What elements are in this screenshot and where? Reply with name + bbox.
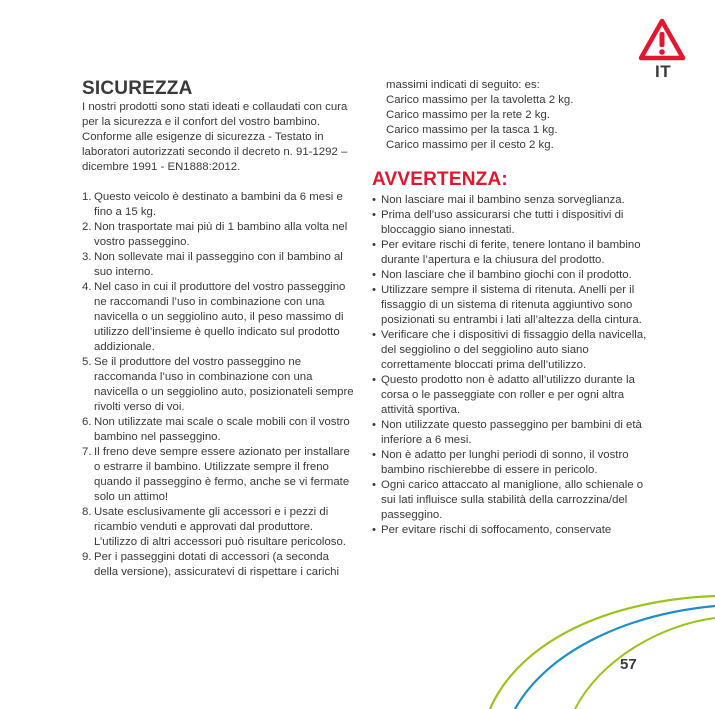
list-item: • Per evitare rischi di ferite, tenere lontano il bambino durante l’apertura e la chiusura del prodotto. — [372, 238, 652, 268]
continuation-line: Carico massimo per il cesto 2 kg. — [386, 139, 554, 151]
load-limits-continuation — [372, 78, 652, 153]
continuation-line: Carico massimo per la tasca 1 kg. — [386, 124, 558, 136]
warning-list — [372, 193, 652, 538]
right-column — [372, 78, 652, 538]
list-item: • Verificare che i dispositivi di fissaggio della navicella, del seggiolino o del seggiolino auto siano correttamente bloccati prima dell’utilizzo. — [372, 328, 652, 373]
list-item — [82, 445, 354, 505]
list-item: • Non utilizzate questo passeggino per bambini di età inferiore a 6 mesi. — [372, 418, 652, 448]
item-number: 8. — [82, 506, 92, 518]
item-number: 7. — [82, 446, 92, 458]
list-item: • Per evitare rischi di soffocamento, conservate — [372, 523, 652, 538]
item-text: Non sollevate mai il passeggino con il bambino al suo interno. — [94, 251, 343, 278]
list-item: • Prima dell’uso assicurarsi che tutti i dispositivi di bloccaggio siano innestati. — [372, 208, 652, 238]
language-label: IT — [655, 62, 672, 81]
green-swoosh-line — [490, 596, 715, 709]
list-item — [82, 355, 354, 415]
item-text: Se il produttore del vostro passeggino ne raccomanda l’uso in combinazione con una navicella o un seggiolino auto, posizionateli sempre rivolti verso di voi. — [94, 356, 354, 413]
warning-title: AVVERTENZA: — [372, 169, 508, 190]
list-item: • Questo prodotto non è adatto all’utilizzo durante la corsa o le passeggiate con roller e per ogni altra attività sportiva. — [372, 373, 652, 418]
warning-triangle-icon — [638, 18, 686, 62]
section-title: SICUREZZA — [82, 78, 193, 99]
continuation-line: Carico massimo per la rete 2 kg. — [386, 109, 550, 121]
safety-list — [82, 190, 354, 580]
list-item — [82, 505, 354, 550]
list-item — [82, 250, 354, 280]
intro-paragraph: I nostri prodotti sono stati ideati e collaudati con cura per la sicurezza e il confort del vostro bambino. Conforme alle esigenze di sicurezza - Testato in laboratori autorizzati secondo il decreto n. 91-1292 – dicembre 1991 - EN1888:2012. — [82, 101, 348, 173]
list-item — [82, 220, 354, 250]
list-item — [82, 280, 354, 355]
item-number: 5. — [82, 356, 92, 368]
left-column — [82, 78, 354, 580]
item-text: Questo veicolo è destinato a bambini da 6 mesi e fino a 15 kg. — [94, 191, 343, 218]
list-item — [82, 550, 354, 580]
list-item — [82, 190, 354, 220]
item-text: Usate esclusivamente gli accessori e i pezzi di ricambio venduti e approvati dal produttore. L’utilizzo di altri accessori può risultare pericoloso. — [94, 506, 346, 548]
item-number: 1. — [82, 191, 92, 203]
list-item — [82, 415, 354, 445]
item-number: 4. — [82, 281, 92, 293]
item-number: 2. — [82, 221, 92, 233]
item-text: Per i passeggini dotati di accessori (a seconda della versione), assicuratevi di rispettare i carichi — [94, 551, 339, 578]
green-swoosh-line-2 — [575, 618, 715, 709]
continuation-line: Carico massimo per la tavoletta 2 kg. — [386, 94, 574, 106]
list-item: • Non lasciare che il bambino giochi con il prodotto. — [372, 268, 652, 283]
list-item: • Utilizzare sempre il sistema di ritenuta. Anelli per il fissaggio di un sistema di ritenuta aggiuntivo sono posizionati su entrambi i lati all’altezza della cintura. — [372, 283, 652, 328]
list-item: • Non è adatto per lunghi periodi di sonno, il vostro bambino rischierebbe di essere in pericolo. — [372, 448, 652, 478]
item-text: Nel caso in cui il produttore del vostro passeggino ne raccomandi l’uso in combinazione con una navicella o un seggiolino auto, il peso massimo di utilizzo dell’insieme è quello indicato sul prodotto addizionale. — [94, 281, 346, 353]
item-text: Non utilizzate mai scale o scale mobili con il vostro bambino nel passeggino. — [94, 416, 350, 443]
item-number: 9. — [82, 551, 92, 563]
list-item: • Non lasciare mai il bambino senza sorveglianza. — [372, 193, 652, 208]
page-number: 57 — [620, 656, 637, 673]
continuation-line: massimi indicati di seguito: es: — [386, 79, 540, 91]
item-text: Il freno deve sempre essere azionato per installare o estrarre il bambino. Utilizzate sempre il freno quando il passeggino è fermo, anche se vi fermate solo un attimo! — [94, 446, 350, 503]
item-number: 3. — [82, 251, 92, 263]
list-item: • Ogni carico attaccato al maniglione, allo schienale o sui lati influisce sulla stabilità della carrozzina/del passeggino. — [372, 478, 652, 523]
item-text: Non trasportate mai più di 1 bambino alla volta nel vostro passeggino. — [94, 221, 348, 248]
item-number: 6. — [82, 416, 92, 428]
blue-swoosh-line — [515, 606, 715, 709]
